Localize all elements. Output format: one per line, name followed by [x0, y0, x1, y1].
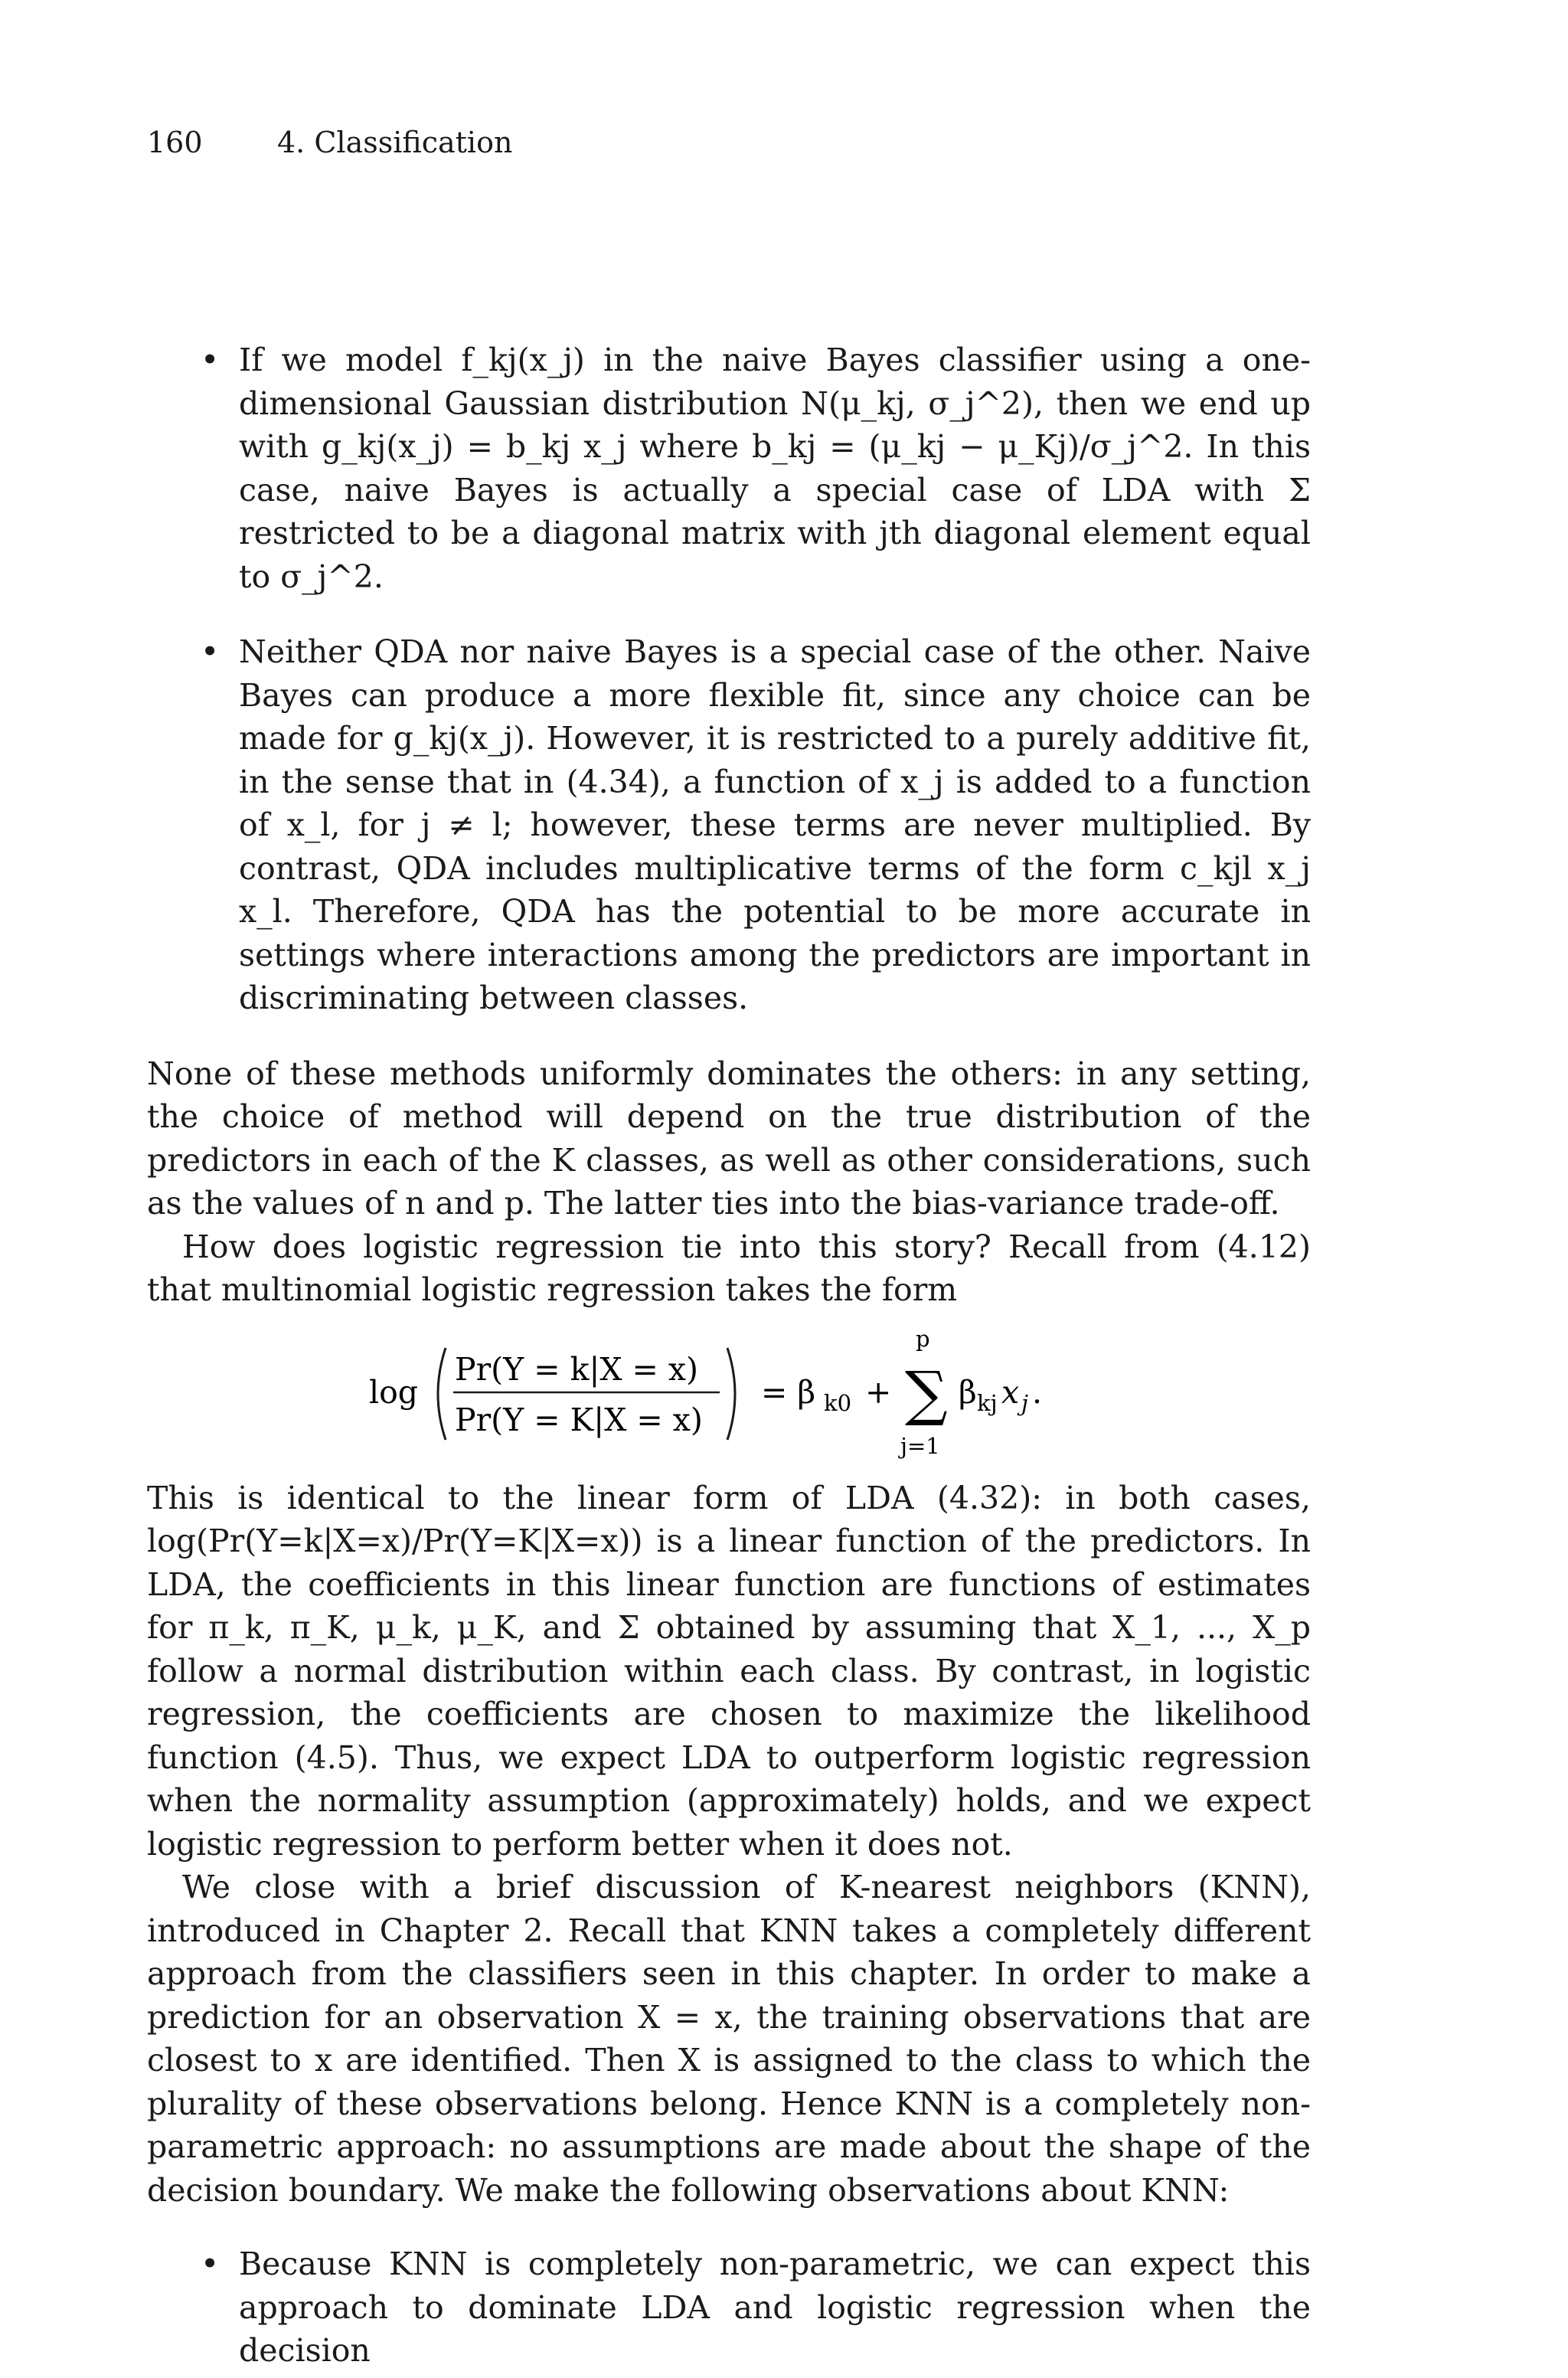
bullet-dot: • [201, 342, 220, 378]
paragraph: We close with a brief discussion of K-nearest neighbors (KNN), introduced in Chapter 2. Recall that KNN takes a completely different approach from the classifiers seen in this chapter. In order to make a prediction for an observation X = x, the training observations that are closest to x are identified. Then X is assigned to the class to which the plurality of these observations belong. Hence KNN is a completely non-parametric approach: no assumptions are made about the shape of the decision boundary. We make the following observations about KNN: [147, 1869, 1311, 2209]
eq-denominator: Pr(Y = K|X = x) [455, 1402, 703, 1438]
eq-plus: + [865, 1374, 892, 1411]
display-equation [147, 1312, 1311, 1477]
eq-term-sub: kj [977, 1390, 998, 1416]
page-number: 160 [147, 126, 203, 159]
chapter-title: 4. Classification [277, 126, 513, 159]
bullet-list-top [147, 339, 1311, 1020]
eq-term-x-sub: j [1021, 1390, 1028, 1416]
bullet-item [147, 630, 1311, 1020]
bullet-item [147, 2242, 1311, 2373]
paragraph: None of these methods uniformly dominates the others: in any setting, the choice of method will depend on the true distribution of the predictors in each of the K classes, as well as other considerations, such as the values of n and p. The latter ties into the bias-variance trade-off. [147, 1055, 1311, 1222]
eq-sum-bottom: j=1 [900, 1433, 940, 1459]
eq-rhs-beta: = β [761, 1374, 816, 1411]
bullet-dot: • [201, 2246, 220, 2282]
running-head [147, 123, 1311, 168]
bullet-text: If we model f_kj(x_j) in the naive Bayes classifier using a one-dimensional Gaussian distribution N(μ_kj, σ_j^2), then we end up with g_kj(x_j) = b_kj x_j where b_kj = (μ_kj − μ_Kj)/σ_j^2. In this case, naive Bayes is actually a special case of LDA with Σ restricted to be a diagonal matrix with jth diagonal element equal to σ_j^2. [239, 342, 1311, 595]
eq-right-paren [727, 1348, 735, 1440]
paragraph: How does logistic regression tie into this story? Recall from (4.12) that multinomial logistic regression takes the form [147, 1228, 1311, 1308]
equation-svg [369, 1317, 1089, 1470]
eq-rhs-sub: k0 [824, 1390, 852, 1416]
bullet-text: Because KNN is completely non-parametric, we can expect this approach to dominate LDA and logistic regression when the decision [239, 2246, 1311, 2369]
eq-sum-top: p [916, 1326, 930, 1352]
bullet-item [147, 339, 1311, 598]
bullet-text: Neither QDA nor naive Bayes is a special case of the other. Naive Bayes can produce a more flexible fit, since any choice can be made for g_kj(x_j). However, it is restricted to a purely additive fit, in the sense that in (4.34), a function of x_j is added to a function of x_l, for j ≠ l; however, these terms are never multiplied. By contrast, QDA includes multiplicative terms of the form c_kjl x_j x_l. Therefore, QDA has the potential to be more accurate in settings where interactions among the predictors are important in discriminating between classes. [239, 633, 1311, 1016]
eq-left-paren [438, 1348, 446, 1440]
bullet-dot: • [201, 633, 220, 670]
eq-end: . [1032, 1374, 1043, 1411]
paragraph: This is identical to the linear form of LDA (4.32): in both cases, log(Pr(Y=k|X=x)/Pr(Y=K|X=x)) is a linear function of the predictors. In LDA, the coefficients in this linear function are functions of estimates for π_k, π_K, μ_k, μ_K, and Σ obtained by assuming that X_1, ..., X_p follow a normal distribution within each class. By contrast, in logistic regression, the coefficients are chosen to maximize the likelihood function (4.5). Thus, we expect LDA to outperform logistic regression when the normality assumption (approximately) holds, and we expect logistic regression to perform better when it does not. [147, 1479, 1311, 1863]
eq-numerator: Pr(Y = k|X = x) [455, 1351, 699, 1388]
eq-term-beta: β [959, 1374, 977, 1411]
page [147, 123, 1311, 2373]
eq-term-x: x [1001, 1374, 1020, 1411]
eq-sum-sign: ∑ [905, 1359, 948, 1428]
bullet-list-bottom [147, 2242, 1311, 2373]
eq-log: log [369, 1374, 419, 1411]
